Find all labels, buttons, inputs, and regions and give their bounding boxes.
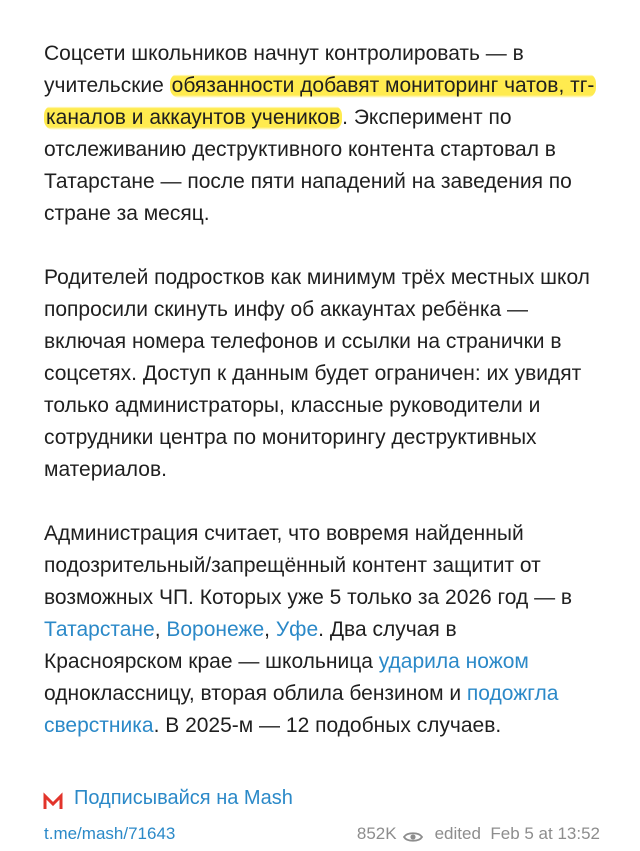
subscribe-row[interactable] xyxy=(44,784,600,812)
paragraph-3-text-1: Администрация считает, что вовремя найденный подозрительный/запрещённый контент защитит от возможных ЧП. Которых уже 5 только за 2026 год — в xyxy=(44,522,573,609)
paragraph-3 xyxy=(44,518,600,742)
view-count: 852K xyxy=(356,824,397,843)
eye-icon xyxy=(403,827,423,841)
link-fire[interactable]: подожгла сверстника xyxy=(44,682,559,737)
paragraph-3-text-2: . Два случая в Красноярском крае — школьница xyxy=(44,618,457,673)
highlighted-text: обязанности добавят мониторинг чатов, тг-каналов и аккаунтов учеников xyxy=(46,74,595,129)
paragraph-3-text-3: одноклассницу, вторая облила бензином и xyxy=(44,682,467,705)
mash-logo-icon xyxy=(44,790,62,806)
post-footer xyxy=(44,822,600,846)
separator-2: , xyxy=(264,618,276,641)
paragraph-2: Родителей подростков как минимум трёх местных школ попросили скинуть инфу об аккаунтах ребёнка — включая номера телефонов и ссылки на странички в соцсетях. Доступ к данным будет ограничен: их увидят только администраторы, классные руководители и сотрудники центра по мониторингу деструктивных материалов. xyxy=(44,266,590,481)
post-permalink[interactable]: t.me/mash/71643 xyxy=(44,824,176,843)
subscribe-link[interactable]: Подписывайся на Mash xyxy=(74,787,293,809)
paragraph-1 xyxy=(44,38,600,230)
paragraph-1-rest: . Эксперимент по отслеживанию деструктивного контента стартовал в Татарстане — после пяти нападений на заведения по стране за месяц. xyxy=(44,106,572,225)
link-knife[interactable]: ударила ножом xyxy=(378,650,529,673)
link-ufa[interactable]: Уфе xyxy=(275,618,319,641)
edited-timestamp: edited Feb 5 at 13:52 xyxy=(434,824,600,843)
link-tatarstan[interactable]: Татарстане xyxy=(44,618,155,641)
separator-1: , xyxy=(154,618,167,641)
paragraph-3-text-4: . В 2025-м — 12 подобных случаев. xyxy=(153,714,502,737)
paragraph-1-intro: Соцсети школьников начнут контролировать — в учительские xyxy=(44,42,524,97)
link-voronezh[interactable]: Воронеже xyxy=(166,618,265,641)
